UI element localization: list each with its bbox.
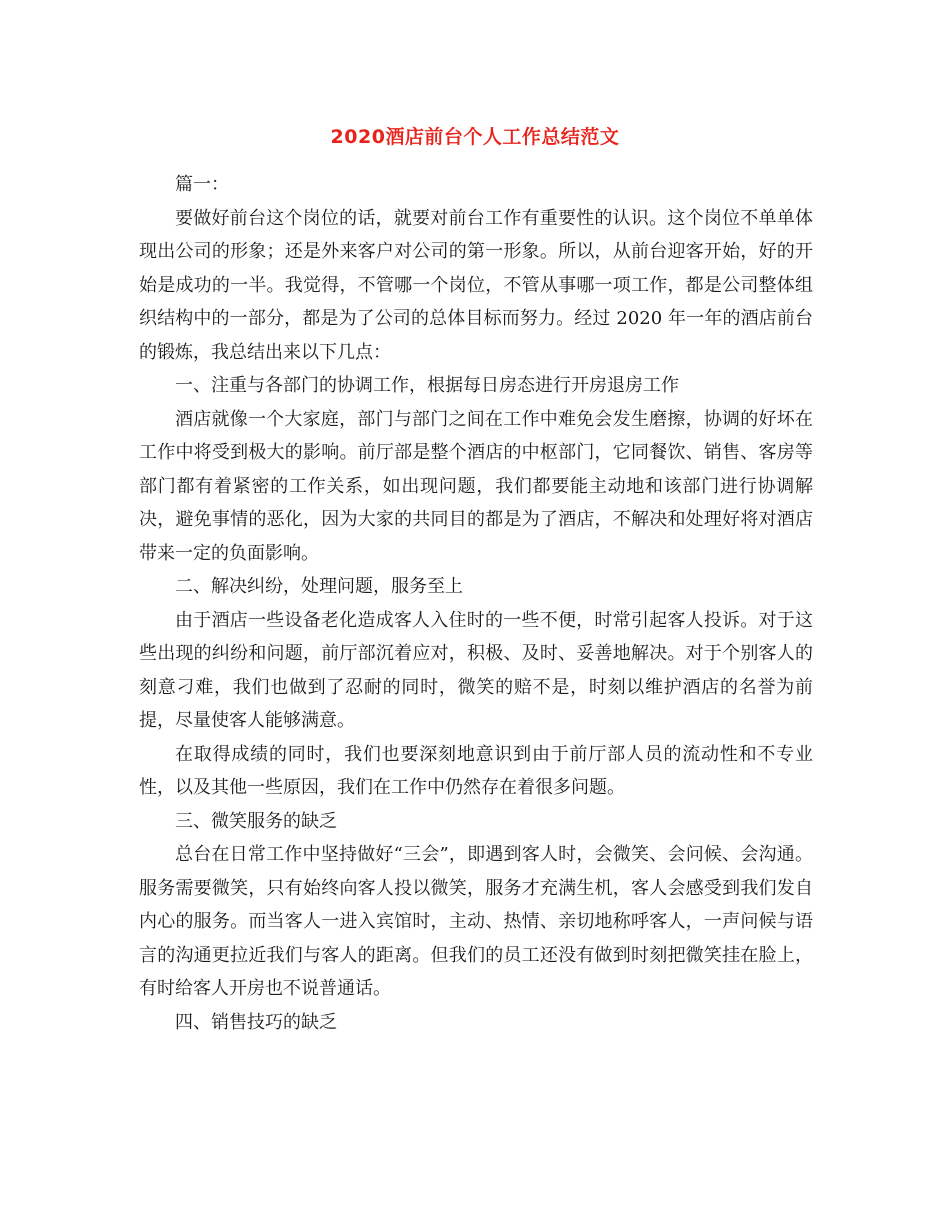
paragraph: 总台在日常工作中坚持做好“三会”，即遇到客人时，会微笑、会问候、会沟通。服务需要微笑，只有始终向客人投以微笑，服务才充满生机，客人会感受到我们发自内心的服务。而当客人一进入宾馆时，主动、热情、亲切地称呼客人，一声问候与语言的沟通更拉近我们与客人的距离。但我们的员工还没有做到时刻把微笑挂在脸上，有时给客人开房也不说普通话。 [139,844,813,999]
section-label: 篇一： [175,174,229,195]
section-heading: 一、注重与各部门的协调工作，根据每日房态进行开房退房工作 [175,375,679,396]
paragraph: 酒店就像一个大家庭，部门与部门之间在工作中难免会发生磨擦，协调的好坏在工作中将受到极大的影响。前厅部是整个酒店的中枢部门，它同餐饮、销售、客房等部门都有着紧密的工作关系，如出现问题，我们都要能主动地和该部门进行协调解决，避免事情的恶化，因为大家的共同目的都是为了酒店，不解决和处理好将对酒店带来一定的负面影响。 [139,408,813,564]
paragraph: 要做好前台这个岗位的话，就要对前台工作有重要性的认识。这个岗位不单单体现出公司的形象；还是外来客户对公司的第一形象。所以，从前台迎客开始，好的开始是成功的一半。我觉得，不管哪一个岗位，不管从事哪一项工作，都是公司整体组织结构中的一部分，都是为了公司的总体目标而努力。经过 2020 年一年的酒店前台的锻炼，我总结出来以下几点： [139,207,813,363]
paragraph: 由于酒店一些设备老化造成客人入住时的一些不便，时常引起客人投诉。对于这些出现的纠纷和问题，前厅部沉着应对，积极、及时、妥善地解决。对于个别客人的刻意刁难，我们也做到了忍耐的同时，微笑的赔不是，时刻以维护酒店的名誉为前提，尽量使客人能够满意。 [139,609,813,731]
section-heading: 三、微笑服务的缺乏 [175,810,337,832]
paragraph: 在取得成绩的同时，我们也要深刻地意识到由于前厅部人员的流动性和不专业性，以及其他一些原因，我们在工作中仍然存在着很多问题。 [139,743,813,798]
section-heading: 四、销售技巧的缺乏 [175,1011,337,1033]
section-heading: 二、解决纠纷，处理问题，服务至上 [175,576,463,597]
document-body [139,168,813,1039]
document-title: 2020酒店前台个人工作总结范文 [330,126,620,148]
